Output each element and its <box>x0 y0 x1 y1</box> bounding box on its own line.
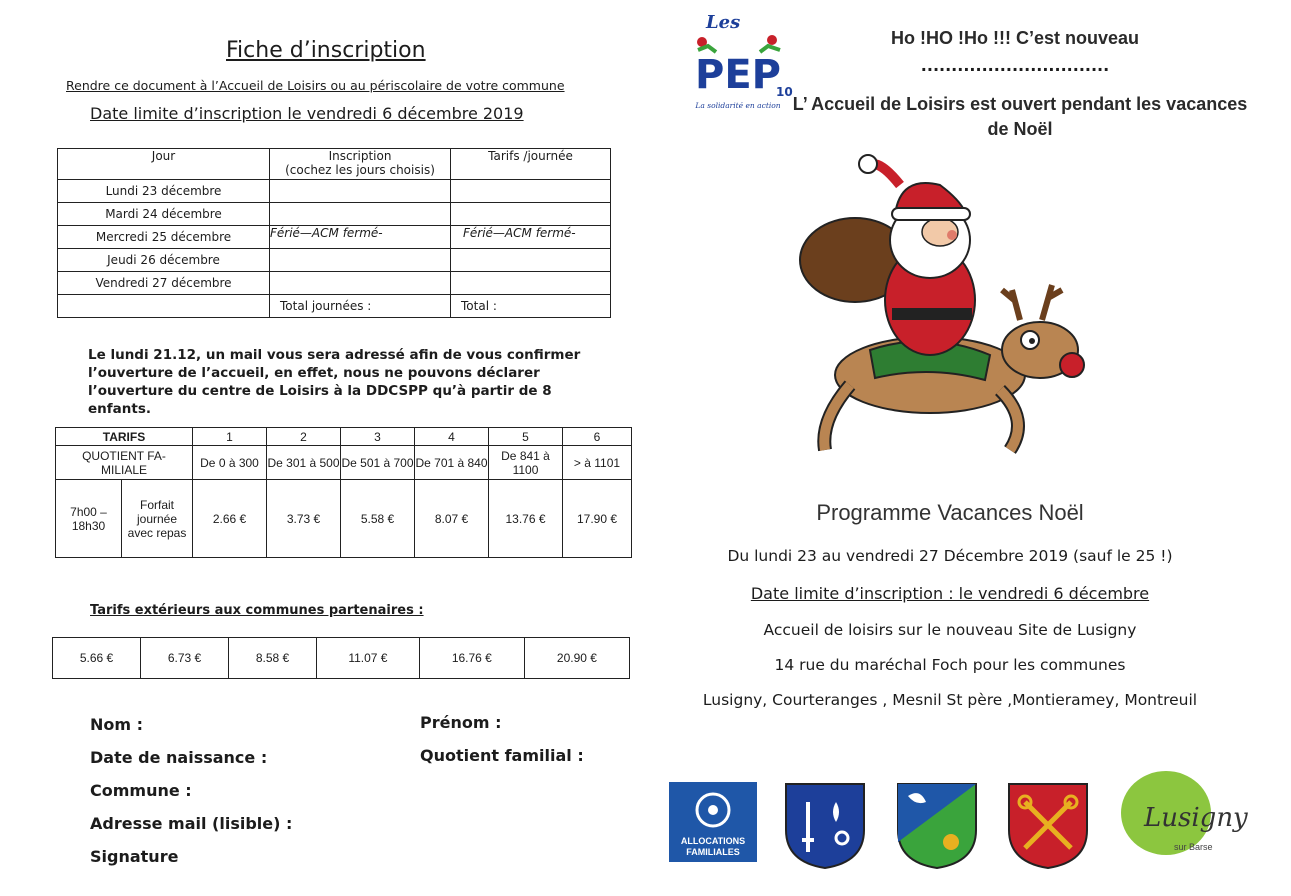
field-prenom[interactable]: Prénom : <box>420 713 502 732</box>
day-cell: Vendredi 27 décembre <box>58 272 270 295</box>
logo-pep-text: PEP <box>695 52 781 98</box>
qf-range: De 301 à 500 <box>267 446 341 480</box>
qf-range: De 501 à 700 <box>341 446 415 480</box>
days-table <box>57 148 611 318</box>
tarifs-header: TARIFS <box>56 428 193 446</box>
form-subtitle: Rendre ce document à l’Accueil de Loisirs ou au périscolaire de votre commune <box>66 78 565 93</box>
form-title: Fiche d’inscription <box>226 38 426 63</box>
tarif-cell <box>451 180 611 203</box>
form-deadline: Date limite d’inscription le vendredi 6 décembre 2019 <box>90 104 524 123</box>
table-row <box>58 180 611 203</box>
program-address: 14 rue du maréchal Foch pour les communes <box>774 656 1126 674</box>
price-cell: 3.73 € <box>267 480 341 558</box>
ext-tarifs-title: Tarifs extérieurs aux communes partenaires : <box>90 603 424 618</box>
empty-cell <box>58 295 270 318</box>
closed-cell: Férié—ACM fermé- <box>451 226 611 249</box>
checkbox-cell[interactable] <box>270 203 451 226</box>
field-nom[interactable]: Nom : <box>90 715 144 734</box>
lusigny-subtext: sur Barse <box>1174 842 1213 852</box>
table-row <box>58 295 611 318</box>
total-cell[interactable]: Total : <box>451 295 611 318</box>
logo-number: 10 <box>776 85 793 99</box>
price-cell: 13.76 € <box>489 480 563 558</box>
headline-open: L’ Accueil de Loisirs est ouvert pendant les vacances de Noël <box>792 94 1248 139</box>
field-date-naissance[interactable]: Date de naissance : <box>90 748 268 767</box>
tarif-cell <box>451 272 611 295</box>
field-signature[interactable]: Signature <box>90 847 179 866</box>
qf-range: De 701 à 840 <box>415 446 489 480</box>
ext-price-cell: 20.90 € <box>524 638 629 679</box>
col-number: 5 <box>489 428 563 446</box>
day-cell: Mardi 24 décembre <box>58 203 270 226</box>
pep-logo <box>688 10 793 110</box>
caf-text-1: ALLOCATIONS <box>680 836 746 846</box>
col-number: 4 <box>415 428 489 446</box>
field-mail[interactable]: Adresse mail (lisible) : <box>90 814 293 833</box>
program-dates: Du lundi 23 au vendredi 27 Décembre 2019 (sauf le 25 !) <box>727 547 1173 565</box>
price-cell: 17.90 € <box>563 480 632 558</box>
program-communes: Lusigny, Courteranges , Mesnil St père ,Montieramey, Montreuil <box>702 691 1198 709</box>
price-cell: 8.07 € <box>415 480 489 558</box>
table-row <box>58 249 611 272</box>
total-days-cell[interactable]: Total journées : <box>270 295 451 318</box>
col-header-inscription: Inscription (cochez les jours choisis) <box>270 149 451 180</box>
col-number: 2 <box>267 428 341 446</box>
col-number: 6 <box>563 428 632 446</box>
checkbox-cell[interactable] <box>270 180 451 203</box>
col-number: 3 <box>341 428 415 446</box>
col-number: 1 <box>193 428 267 446</box>
ext-price-cell: 11.07 € <box>317 638 420 679</box>
logo-tagline: La solidarité en action <box>695 101 781 110</box>
headline-dots: ............................... <box>920 56 1110 75</box>
checkbox-cell[interactable] <box>270 272 451 295</box>
field-quotient[interactable]: Quotient familial : <box>420 746 584 765</box>
logo-les-text: Les <box>706 12 741 33</box>
qf-label: QUOTIENT FA-MILIALE <box>56 446 193 480</box>
forfait-cell: Forfait journée avec repas <box>122 480 193 558</box>
field-commune[interactable]: Commune : <box>90 781 192 800</box>
day-cell: Mercredi 25 décembre <box>58 226 270 249</box>
table-row <box>58 203 611 226</box>
day-cell: Jeudi 26 décembre <box>58 249 270 272</box>
coat-of-arms-3 <box>1007 782 1089 870</box>
day-cell: Lundi 23 décembre <box>58 180 270 203</box>
program-deadline: Date limite d’inscription : le vendredi 6 décembre <box>750 584 1150 603</box>
checkbox-cell[interactable] <box>270 249 451 272</box>
lusigny-logo <box>1116 768 1248 868</box>
lusigny-text: Lusigny <box>1144 803 1248 833</box>
price-cell: 2.66 € <box>193 480 267 558</box>
coat-of-arms-2 <box>896 782 978 870</box>
qf-range: De 841 à 1100 <box>489 446 563 480</box>
ext-price-cell: 16.76 € <box>419 638 524 679</box>
table-row <box>58 272 611 295</box>
program-title: Programme Vacances Noël <box>816 500 1084 525</box>
info-paragraph: Le lundi 21.12, un mail vous sera adressé afin de vous confirmer l’ouverture de l’accueil, en effet, nous ne pouvons déclarer l’ouverture du centre de Loisirs à la DDCSPP qu’à partir de 8 enfants. <box>88 347 581 417</box>
hours-cell: 7h00 – 18h30 <box>56 480 122 558</box>
col-header-tarifs: Tarifs /journée <box>451 149 611 180</box>
santa-reindeer-illustration <box>780 150 1090 470</box>
qf-range: > à 1101 <box>563 446 632 480</box>
program-site: Accueil de loisirs sur le nouveau Site de Lusigny <box>763 621 1137 639</box>
table-row <box>58 226 611 249</box>
price-cell: 5.58 € <box>341 480 415 558</box>
col-header-jour: Jour <box>58 149 270 180</box>
closed-cell: Férié—ACM fermé- <box>270 226 451 249</box>
ext-price-cell: 6.73 € <box>141 638 229 679</box>
qf-range: De 0 à 300 <box>193 446 267 480</box>
coat-of-arms-1 <box>784 782 866 870</box>
ext-price-cell: 8.58 € <box>229 638 317 679</box>
tarifs-table <box>55 427 632 558</box>
caf-logo <box>669 782 757 862</box>
tarif-cell <box>451 203 611 226</box>
headline-hoho: Ho !HO !Ho !!! C’est nouveau <box>891 28 1139 48</box>
caf-text-2: FAMILIALES <box>686 847 740 857</box>
ext-price-cell: 5.66 € <box>53 638 141 679</box>
ext-tarifs-table <box>52 637 630 679</box>
tarif-cell <box>451 249 611 272</box>
